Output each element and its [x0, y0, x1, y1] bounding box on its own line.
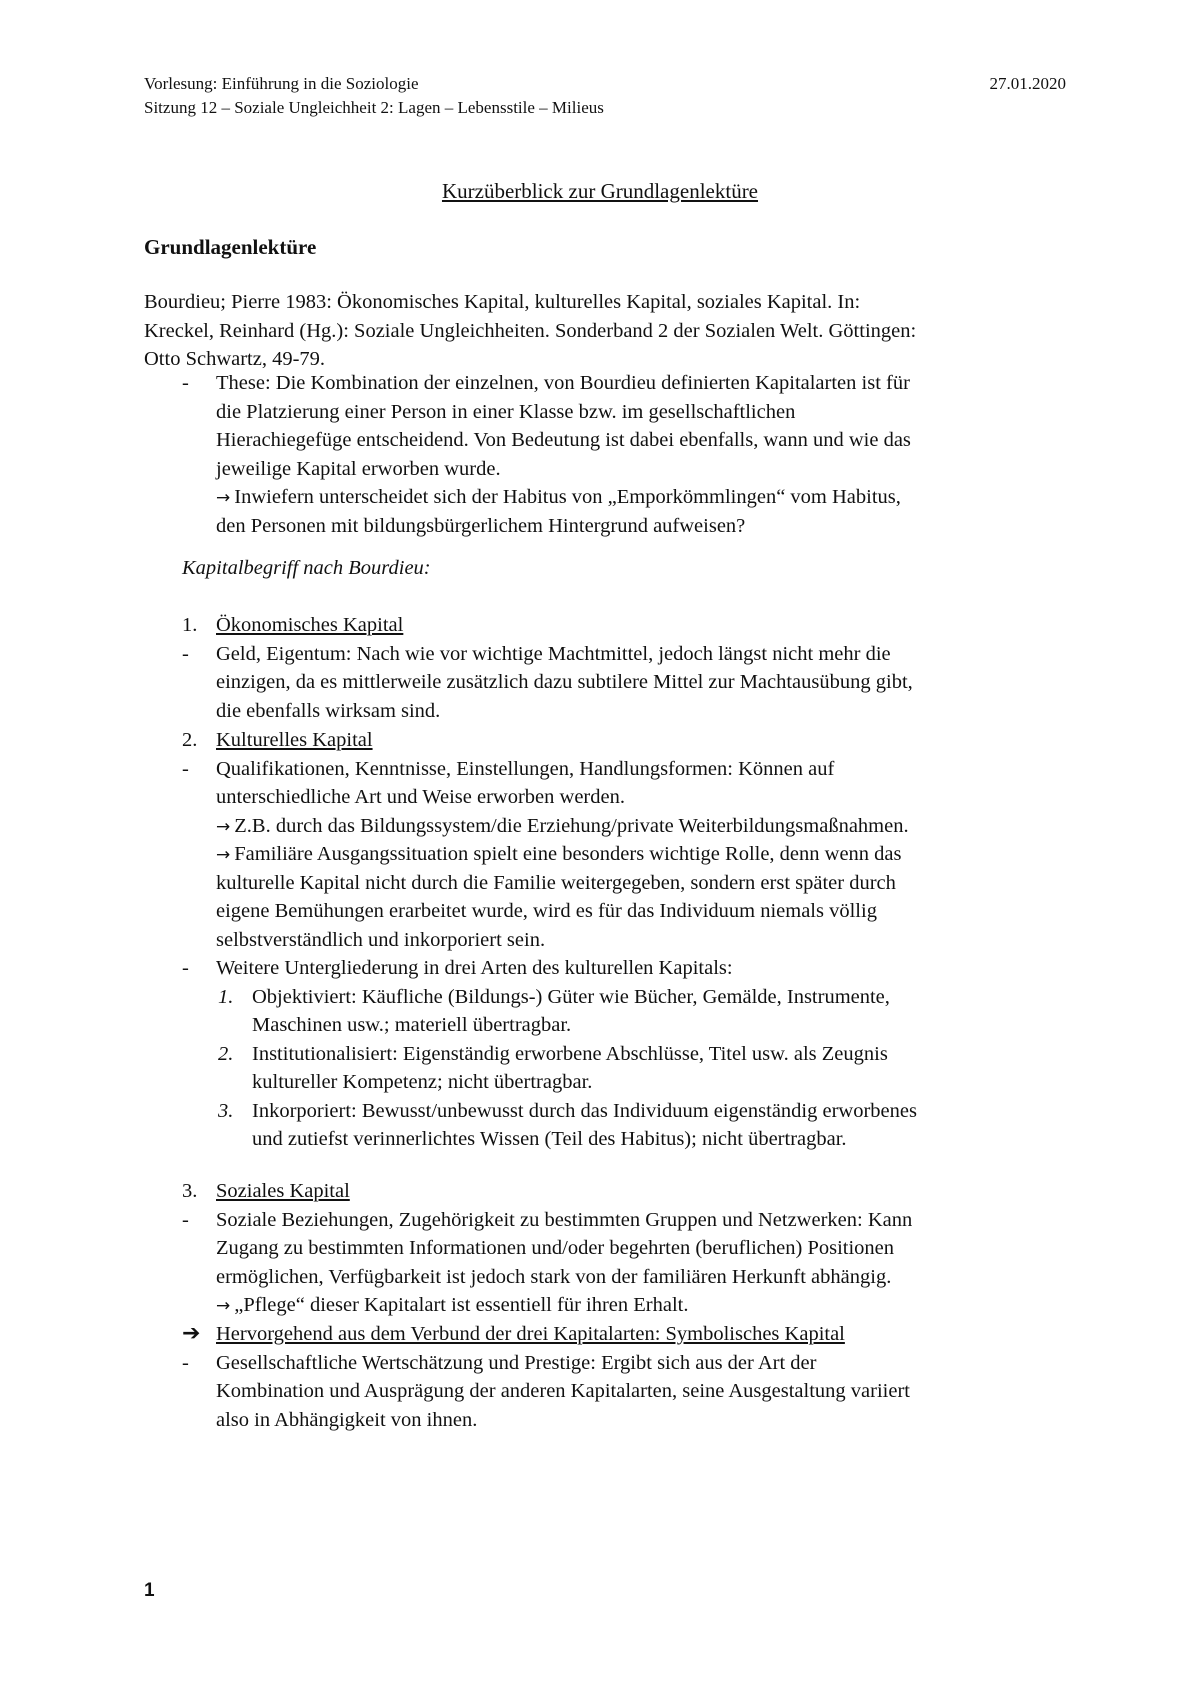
list-number: 1. [182, 614, 198, 636]
cultural-arrow-1: Z.B. durch das Bildungssystem/die Erziehung/private Weiterbildungsmaßnahmen. [234, 814, 909, 837]
economic-heading: Ökonomisches Kapital [216, 614, 404, 636]
sub-number: 3. [218, 1099, 234, 1122]
symbolic-line: Gesellschaftliche Wertschätzung und Prestige: Ergibt sich aus der Art der [216, 1351, 817, 1374]
arrow-right-icon: → [216, 816, 231, 837]
social-line: Zugang zu bestimmten Informationen und/oder begehrten (beruflichen) Positionen [216, 1237, 895, 1259]
reference-line: Kreckel, Reinhard (Hg.): Soziale Ungleichheiten. Sonderband 2 der Sozialen Welt. Göttingen: [144, 319, 917, 342]
bullet-dash: - [182, 642, 189, 665]
thesis-block [144, 369, 1084, 540]
bullet-dash: - [182, 1351, 189, 1374]
social-capital-block [144, 1177, 1084, 1320]
cultural-heading: Kulturelles Kapital [216, 729, 373, 751]
header-date: 27.01.2020 [989, 74, 1066, 93]
arrow-right-icon: → [216, 488, 231, 508]
list-number: 3. [182, 1180, 198, 1202]
sub-item-line: Maschinen usw.; materiell übertragbar. [252, 1014, 572, 1036]
social-arrow: „Pflege“ dieser Kapitalart ist essentiell für ihren Erhalt. [234, 1294, 689, 1316]
social-line: Soziale Beziehungen, Zugehörigkeit zu bestimmten Gruppen und Netzwerken: Kann [216, 1208, 913, 1231]
sub-item-line: kultureller Kompetenz; nicht übertragbar. [252, 1071, 593, 1093]
sub-item-line: Inkorporiert: Bewusst/unbewusst durch das Individuum eigenständig erworbenes [252, 1099, 917, 1122]
arrow-right-icon: → [216, 1296, 231, 1316]
thesis-line: Hierachiegefüge entscheidend. Von Bedeutung ist dabei ebenfalls, wann und wie das [216, 429, 911, 451]
bold-arrow-icon: ➔ [182, 1321, 201, 1346]
bullet-dash: - [182, 1208, 189, 1231]
reference [144, 288, 1064, 374]
thesis-line: jeweilige Kapital erworben wurde. [216, 457, 501, 480]
list-number: 2. [182, 729, 198, 751]
sub-number: 2. [218, 1042, 234, 1065]
cultural-line: unterschiedliche Art und Weise erworben werden. [216, 786, 625, 808]
cultural-arrow-2: selbstverständlich und inkorporiert sein. [216, 928, 546, 951]
cultural-arrow-2: eigene Bemühungen erarbeitet wurde, wird es für das Individuum niemals völlig [216, 900, 877, 922]
symbolic-line: Kombination und Ausprägung der anderen Kapitalarten, seine Ausgestaltung variiert [216, 1380, 910, 1402]
page-number: 1 [144, 1580, 155, 1601]
bullet-dash: - [182, 372, 189, 394]
thesis-question: den Personen mit bildungsbürgerlichem Hintergrund aufweisen? [216, 514, 746, 537]
economic-capital-block [144, 611, 1084, 725]
social-line: ermöglichen, Verfügbarkeit ist jedoch stark von der familiären Herkunft abhängig. [216, 1265, 892, 1288]
symbolic-heading: Hervorgehend aus dem Verbund der drei Kapitalarten: Symbolisches Kapital [216, 1323, 845, 1345]
symbolic-capital-block [144, 1320, 1084, 1434]
section-heading: Grundlagenlektüre [144, 235, 317, 259]
thesis-line: These: Die Kombination der einzelnen, von Bourdieu definierten Kapitalarten ist für [216, 372, 910, 394]
symbolic-line: also in Abhängigkeit von ihnen. [216, 1408, 478, 1431]
thesis-question: Inwiefern unterscheidet sich der Habitus von „Emporkömmlingen“ vom Habitus, [234, 486, 901, 508]
cultural-line: Qualifikationen, Kenntnisse, Einstellungen, Handlungsformen: Können auf [216, 757, 835, 780]
social-heading: Soziales Kapital [216, 1180, 350, 1202]
capital-heading: Kapitalbegriff nach Bourdieu: [182, 557, 431, 579]
cultural-subdivision: Weitere Untergliederung in drei Arten des kulturellen Kapitals: [216, 957, 733, 979]
header-course: Vorlesung: Einführung in die Soziologie [144, 74, 419, 93]
economic-line: einzigen, da es mittlerweile zusätzlich dazu subtilere Mittel zur Machtausübung gibt, [216, 671, 913, 693]
cultural-arrow-2: kulturelle Kapital nicht durch die Familie weitergegeben, sondern erst später durch [216, 871, 896, 894]
cultural-capital-block [144, 726, 1084, 1154]
economic-line: Geld, Eigentum: Nach wie vor wichtige Machtmittel, jedoch längst nicht mehr die [216, 642, 891, 665]
header-session: Sitzung 12 – Soziale Ungleichheit 2: Lagen – Lebensstile – Milieus [144, 98, 604, 117]
arrow-right-icon: → [216, 845, 231, 865]
reference-line: Bourdieu; Pierre 1983: Ökonomisches Kapital, kulturelles Kapital, soziales Kapital. In: [144, 291, 861, 313]
cultural-arrow-2: Familiäre Ausgangssituation spielt eine besonders wichtige Rolle, denn wenn das [234, 843, 902, 865]
thesis-line: die Platzierung einer Person in einer Klasse bzw. im gesellschaftlichen [216, 400, 796, 423]
reference-line: Otto Schwartz, 49-79. [144, 348, 326, 370]
sub-number: 1. [218, 985, 234, 1008]
sub-item-line: Institutionalisiert: Eigenständig erworbene Abschlüsse, Titel usw. als Zeugnis [252, 1042, 888, 1065]
sub-item-line: Objektiviert: Käufliche (Bildungs-) Güter wie Bücher, Gemälde, Instrumente, [252, 985, 890, 1008]
bullet-dash: - [182, 757, 189, 780]
sub-item-line: und zutiefst verinnerlichtes Wissen (Teil des Habitus); nicht übertragbar. [252, 1128, 847, 1150]
economic-line: die ebenfalls wirksam sind. [216, 699, 441, 722]
page-title: Kurzüberblick zur Grundlagenlektüre [441, 179, 759, 203]
bullet-dash: - [182, 957, 189, 979]
